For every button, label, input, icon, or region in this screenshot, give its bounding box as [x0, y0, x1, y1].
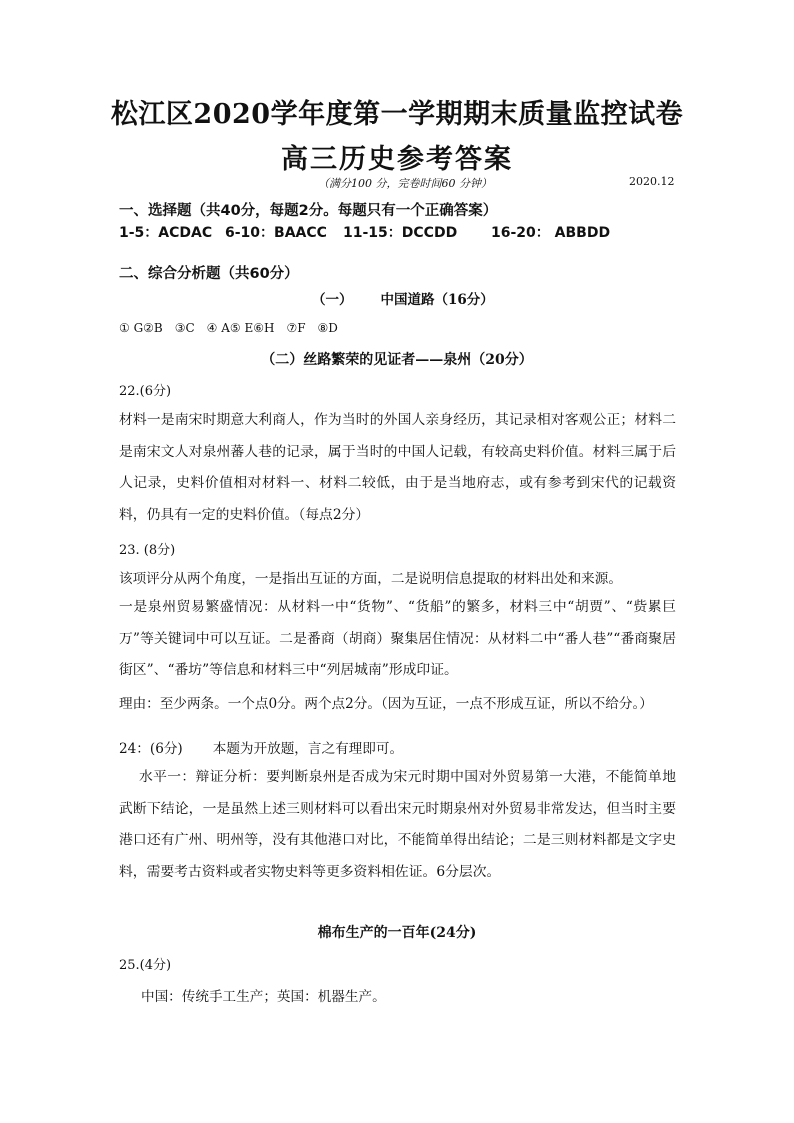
choice-answers-16-20: 16-20： ABBDD — [491, 225, 611, 241]
q23-number: 23. (8分) — [119, 543, 176, 558]
answer-key-title: 高三历史参考答案 — [281, 144, 513, 175]
choice-answers-11-15: 11-15：DCCDD — [343, 225, 458, 241]
part2-heading: 二、综合分析题（共60分） — [119, 266, 299, 282]
part1-heading: 一、选择题（共40分，每题2分。每题只有一个正确答案） — [119, 203, 498, 219]
exam-date: 2020.12 — [629, 175, 675, 188]
choice-answers-6-10: 6-10：BAACC — [225, 225, 327, 241]
q25-answer: 中国：传统手工生产；英国：机器生产。 — [141, 989, 386, 1005]
section1-number: （一） — [312, 292, 353, 308]
q24-header — [119, 737, 403, 757]
exam-title: 松江区2020学年度第一学期期末质量监控试卷 — [110, 99, 684, 130]
exam-meta: （满分100 分，完卷时间60 分钟） — [318, 177, 492, 190]
q24-number: 24：(6分) — [119, 741, 183, 757]
section1-answers: ① G②B ③C ④ A⑤ E⑥H ⑦F ⑧D — [119, 321, 338, 335]
q23-intro: 该项评分从两个角度，一是指出互证的方面，二是说明信息提取的材料出处和来源。 — [119, 571, 622, 587]
section1-title: 中国道路（16分） — [380, 292, 494, 308]
q22-number: 22.(6分) — [119, 384, 172, 399]
q23-reason: 理由：至少两条。一个点0分。两个点2分。（因为互证，一点不形成互证，所以不给分。） — [119, 696, 653, 712]
q24-note: 本题为开放题，言之有理即可。 — [212, 741, 404, 757]
q24-answer: 水平一：辩证分析：要判断泉州是否成为宋元时期中国对外贸易第一大港，不能简单地武断下结论，一是虽然上述三则材料可以看出宋元时期泉州对外贸易非常发达，但当时主要港口还有广州、明州等，没有其他港口对比，不能简单得出结论；二是三则材料都是文字史料，需要考古资料或者实物史料等更多资料相佐证。6分层次。 — [119, 769, 676, 880]
section2-heading: （二）丝路繁荣的见证者——泉州（20分） — [261, 352, 533, 368]
q25-number: 25.(4分) — [119, 958, 172, 973]
choice-answers-1-5: 1-5：ACDAC — [119, 225, 213, 241]
q23-answer: 一是泉州贸易繁盛情况：从材料一中“货物”、“货船”的繁多，材料三中“胡贾”、“赀累巨万”等关键词中可以互证。二是番商（胡商）聚集居住情况：从材料二中“番人巷”“番商聚居街区”、“番坊”等信息和材料三中“列居城南”形成印证。 — [119, 599, 676, 678]
q22-answer: 材料一是南宋时期意大利商人，作为当时的外国人亲身经历，其记录相对客观公正；材料二是南宋文人对泉州蕃人巷的记录，属于当时的中国人记载，有较高史料价值。材料三属于后人记录，史料价值相对材料一、材料二较低，由于是当地府志，或有参考到宋代的记载资料，仍具有一定的史料价值。（每点2分） — [119, 412, 676, 523]
section3-heading: 棉布生产的一百年(24分) — [317, 925, 477, 941]
section1-heading — [312, 288, 494, 308]
